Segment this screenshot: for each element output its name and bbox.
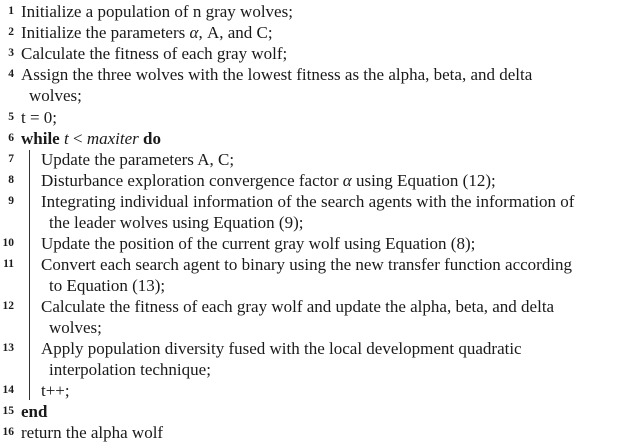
line-text: Apply population diversity fused with the local development quadratic	[41, 339, 522, 358]
line-text: wolves;	[29, 86, 82, 105]
line-text: Update the parameters A, C;	[41, 150, 235, 169]
text-segment: Disturbance exploration convergence factor	[41, 171, 343, 190]
line-number: 15	[2, 405, 14, 417]
line-number: 5	[8, 111, 14, 123]
line-text: Update the position of the current gray wolf using Equation (8);	[41, 234, 476, 253]
line-number: 11	[3, 258, 14, 270]
line-number: 8	[8, 174, 14, 186]
line-text: Convert each search agent to binary using the new transfer function according	[41, 255, 573, 274]
keyword-while: while	[21, 129, 60, 148]
line-number: 13	[2, 342, 14, 354]
line-number: 14	[2, 384, 14, 396]
line-number: 2	[8, 26, 14, 38]
line-number: 7	[8, 153, 14, 165]
keyword-end: end	[21, 402, 48, 421]
line-number: 3	[8, 47, 14, 59]
line-number: 9	[8, 195, 14, 207]
line-text: t = 0;	[21, 108, 58, 127]
text-segment: using Equation (12);	[351, 171, 496, 190]
keyword-do: do	[143, 129, 161, 148]
alpha-symbol: α	[342, 171, 352, 190]
line-text: t++;	[41, 381, 70, 400]
line-text: Assign the three wolves with the lowest fitness as the alpha, beta, and delta	[21, 65, 533, 84]
text-segment: , A, and C;	[198, 23, 273, 42]
variable: t	[63, 129, 69, 148]
line-number: 12	[2, 300, 14, 312]
line-text: Calculate the fitness of each gray wolf;	[21, 44, 288, 63]
text-segment: Initialize the parameters	[21, 23, 190, 42]
line-text: wolves;	[49, 318, 102, 337]
line-text: Initialize a population of n gray wolves;	[21, 2, 293, 21]
line-text	[21, 22, 273, 43]
operator: <	[68, 129, 87, 148]
line-text: Calculate the fitness of each gray wolf and update the alpha, beta, and delta	[41, 297, 555, 316]
while-block-bar	[29, 150, 30, 400]
line-text: the leader wolves using Equation (9);	[49, 213, 304, 232]
line-text: to Equation (13);	[49, 276, 166, 295]
line-text	[21, 401, 47, 422]
line-number: 1	[8, 5, 14, 17]
variable: maxiter	[86, 129, 139, 148]
alpha-symbol: α	[189, 23, 199, 42]
line-text	[41, 170, 496, 191]
line-number: 6	[8, 132, 14, 144]
line-number: 16	[2, 426, 14, 438]
line-text: interpolation technique;	[49, 360, 211, 379]
line-number: 10	[2, 237, 14, 249]
line-text: Integrating individual information of the search agents with the information of	[41, 192, 575, 211]
line-number: 4	[8, 68, 14, 80]
line-text	[21, 128, 161, 149]
line-text: return the alpha wolf	[21, 423, 164, 442]
